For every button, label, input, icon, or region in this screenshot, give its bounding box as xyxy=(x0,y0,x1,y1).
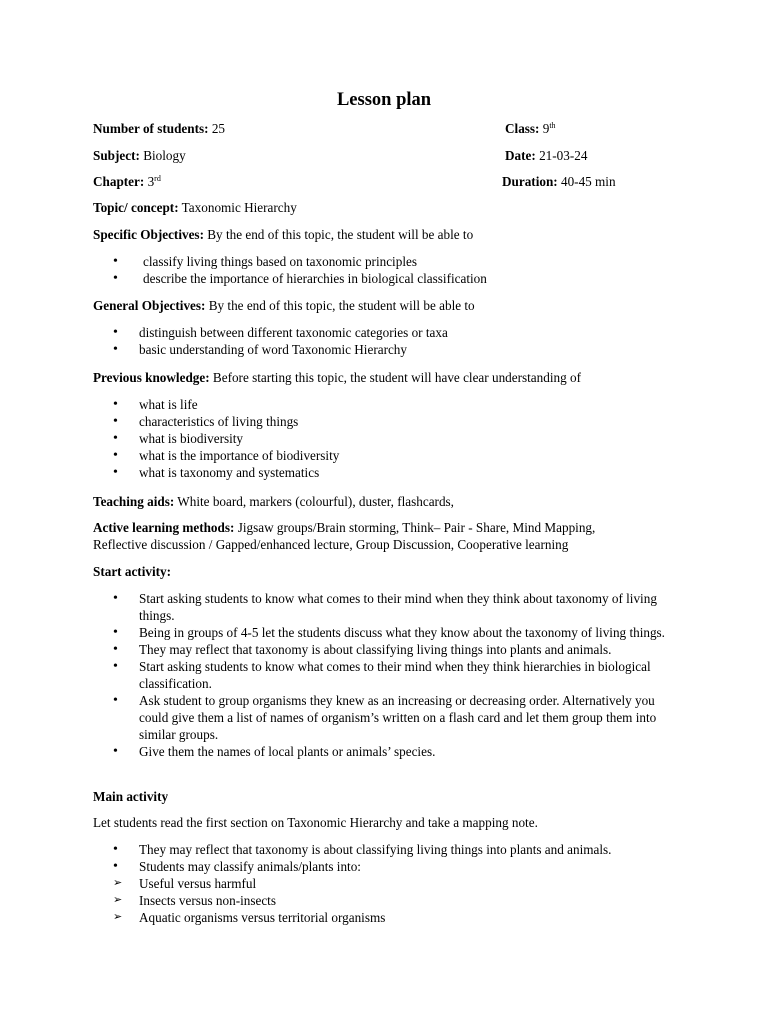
active-learning-text: Jigsaw groups/Brain storming, Think– Pair - Share, Mind Mapping, Reflective discussion / Gapped/enhanced lecture, Group Discussion, Cooperative learning xyxy=(93,520,596,552)
specific-objectives-text: By the end of this topic, the student will be able to xyxy=(207,227,474,242)
class-suffix: th xyxy=(549,121,556,130)
list-item: • Ask student to group organisms they knew as an increasing or decreasing order. Alternatively you could give them a list of names of organism’s written on a flash card and let them group them into similar groups. xyxy=(113,692,678,743)
date-label: Date: xyxy=(505,148,536,163)
list-item: • characteristics of living things xyxy=(113,413,673,430)
date-value: 21-03-24 xyxy=(539,148,588,163)
duration-value: 40-45 min xyxy=(560,174,616,189)
general-objectives-list xyxy=(113,324,673,358)
previous-knowledge-heading xyxy=(93,369,581,386)
list-item: • Students may classify animals/plants into: xyxy=(113,858,673,875)
arrow-list-item: ➢ Useful versus harmful xyxy=(113,875,673,892)
teaching-aids-label: Teaching aids: xyxy=(93,494,175,509)
specific-objectives-list xyxy=(113,253,673,287)
list-item: • They may reflect that taxonomy is about classifying living things into plants and animals. xyxy=(113,641,678,658)
list-item: • basic understanding of word Taxonomic Hierarchy xyxy=(113,341,673,358)
active-learning-label: Active learning methods: xyxy=(93,520,235,535)
list-item: • Being in groups of 4-5 let the students discuss what they know about the taxonomy of living things. xyxy=(113,624,678,641)
topic-row xyxy=(93,199,297,216)
arrow-list-item: ➢ Insects versus non-insects xyxy=(113,892,673,909)
chapter-label: Chapter: xyxy=(93,174,145,189)
chapter-row xyxy=(93,173,161,190)
date-row xyxy=(505,147,587,164)
list-item: • distinguish between different taxonomic categories or taxa xyxy=(113,324,673,341)
chapter-suffix: rd xyxy=(154,174,161,183)
teaching-aids-row xyxy=(93,493,454,510)
main-activity-label: Main activity xyxy=(93,789,169,804)
list-item: • Start asking students to know what comes to their mind when they think about taxonomy of living things. xyxy=(113,590,678,624)
class-row xyxy=(505,120,556,137)
duration-row xyxy=(502,173,616,190)
list-item: • what is biodiversity xyxy=(113,430,673,447)
previous-knowledge-text: Before starting this topic, the student will have clear understanding of xyxy=(212,370,581,385)
chapter-value: 3 xyxy=(147,174,155,189)
main-activity-heading xyxy=(93,788,168,805)
active-learning-paragraph xyxy=(93,519,648,553)
arrow-list-item: ➢ Aquatic organisms versus territorial organisms xyxy=(113,909,673,926)
topic-value: Taxonomic Hierarchy xyxy=(181,200,297,215)
start-activity-list xyxy=(113,590,678,760)
subject-row xyxy=(93,147,186,164)
subject-value: Biology xyxy=(143,148,186,163)
list-item: • Give them the names of local plants or animals’ species. xyxy=(113,743,678,760)
duration-label: Duration: xyxy=(502,174,558,189)
main-activity-text: Let students read the first section on Taxonomic Hierarchy and take a mapping note. xyxy=(93,815,538,830)
teaching-aids-text: White board, markers (colourful), duster, flashcards, xyxy=(177,494,454,509)
subject-label: Subject: xyxy=(93,148,140,163)
list-item: • classify living things based on taxonomic principles xyxy=(113,253,673,270)
students-value: 25 xyxy=(211,121,226,136)
previous-knowledge-label: Previous knowledge: xyxy=(93,370,210,385)
start-activity-heading xyxy=(93,563,171,580)
main-activity-list xyxy=(113,841,673,926)
specific-objectives-heading xyxy=(93,226,473,243)
students-row xyxy=(93,120,225,137)
previous-knowledge-list xyxy=(113,396,673,481)
general-objectives-label: General Objectives: xyxy=(93,298,206,313)
general-objectives-heading xyxy=(93,297,475,314)
page-title: Lesson plan xyxy=(336,90,432,110)
start-activity-label: Start activity: xyxy=(93,564,171,579)
specific-objectives-label: Specific Objectives: xyxy=(93,227,204,242)
class-value: 9 xyxy=(542,121,550,136)
students-label: Number of students: xyxy=(93,121,209,136)
topic-label: Topic/ concept: xyxy=(93,200,179,215)
class-label: Class: xyxy=(505,121,540,136)
list-item: • what is taxonomy and systematics xyxy=(113,464,673,481)
list-item: • describe the importance of hierarchies in biological classification xyxy=(113,270,673,287)
list-item: • Start asking students to know what comes to their mind when they think hierarchies in biological classification. xyxy=(113,658,678,692)
list-item: • They may reflect that taxonomy is about classifying living things into plants and animals. xyxy=(113,841,673,858)
general-objectives-text: By the end of this topic, the student will be able to xyxy=(208,298,475,313)
list-item: • what is life xyxy=(113,396,673,413)
list-item: • what is the importance of biodiversity xyxy=(113,447,673,464)
